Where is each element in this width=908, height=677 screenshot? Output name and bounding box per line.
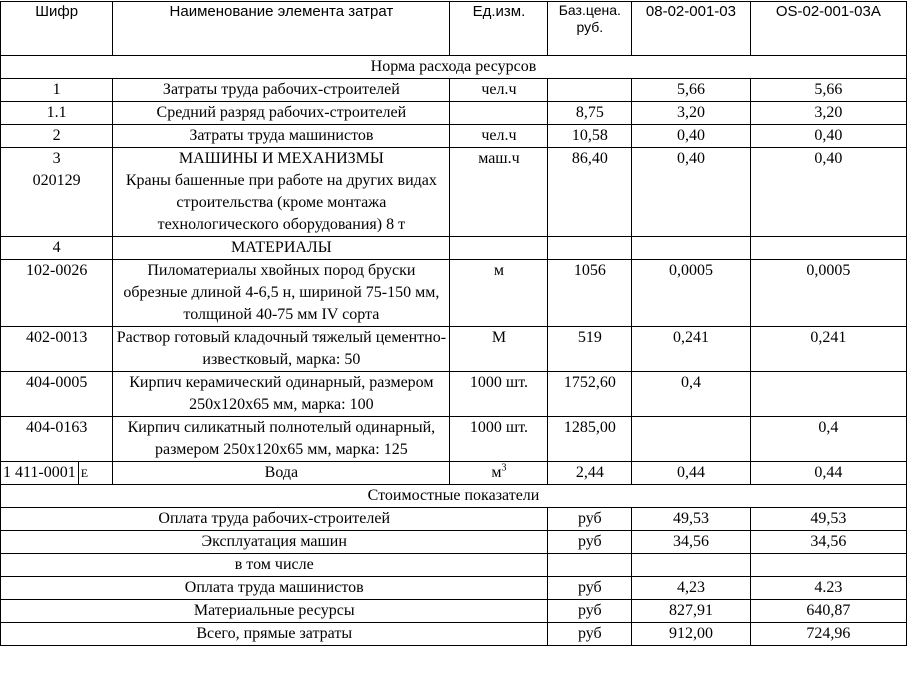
- header-code: Шифр: [1, 2, 113, 56]
- summary-row: Материальные ресурсы руб 827,91 640,87: [1, 600, 907, 623]
- table-row: 1 Затраты труда рабочих-строителей чел.ч 5,66 5,66: [1, 79, 907, 102]
- table-row: 4 МАТЕРИАЛЫ: [1, 237, 907, 260]
- summary-row: Оплата труда машинистов руб 4,23 4.23: [1, 577, 907, 600]
- table-row: 102-0026 Пиломатериалы хвойных пород бруски обрезные длиной 4-6,5 н, шириной 75-150 мм, толщиной 40-75 мм IV сорта м 1056 0,0005 0,0005: [1, 260, 907, 327]
- header-col-b: OS-02-001-03A: [750, 2, 906, 56]
- cost-table: [0, 1, 907, 646]
- header-row: [1, 2, 907, 56]
- summary-row: Всего, прямые затраты руб 912,00 724,96: [1, 623, 907, 646]
- header-col-a: 08-02-001-03: [632, 2, 750, 56]
- summary-row: Эксплуатация машин руб 34,56 34,56: [1, 531, 907, 554]
- section-costs: Стоимостные показатели: [1, 485, 907, 508]
- table-row: 3 020129 МАШИНЫ И МЕХАНИЗМЫ Краны башенные при работе на других видах строительства (кроме монтажа технологического оборудования) 8 т маш.ч 86,40 0,40 0,40: [1, 148, 907, 237]
- summary-row: в том числе: [1, 554, 907, 577]
- section-norms-row: [1, 56, 907, 79]
- table-row: 1 411-0001 E Вода $м^3$ 2,44 0,44 0,44: [1, 462, 907, 485]
- section-norms: Норма расхода ресурсов: [1, 56, 907, 79]
- header-name: Наименование элемента затрат: [113, 2, 450, 56]
- table-row: 404-0163 Кирпич силикатный полнотелый одинарный, размером 250х120х65 мм, марка: 125 1000 шт. 1285,00 0,4: [1, 417, 907, 462]
- table-row: 2 Затраты труда машинистов чел.ч 10,58 0,40 0,40: [1, 125, 907, 148]
- summary-row: Оплата труда рабочих-строителей руб 49,53 49,53: [1, 508, 907, 531]
- table-row: 404-0005 Кирпич керамический одинарный, размером 250х120х65 мм, марка: 100 1000 шт. 1752,60 0,4: [1, 372, 907, 417]
- header-base-price: Баз.цена. руб.: [548, 2, 632, 56]
- section-costs-row: [1, 485, 907, 508]
- table-row: 402-0013 Раствор готовый кладочный тяжелый цементно-известковый, марка: 50 М 519 0,241 0,241: [1, 327, 907, 372]
- header-unit: Ед.изм.: [450, 2, 548, 56]
- table-row: 1.1 Средний разряд рабочих-строителей 8,75 3,20 3,20: [1, 102, 907, 125]
